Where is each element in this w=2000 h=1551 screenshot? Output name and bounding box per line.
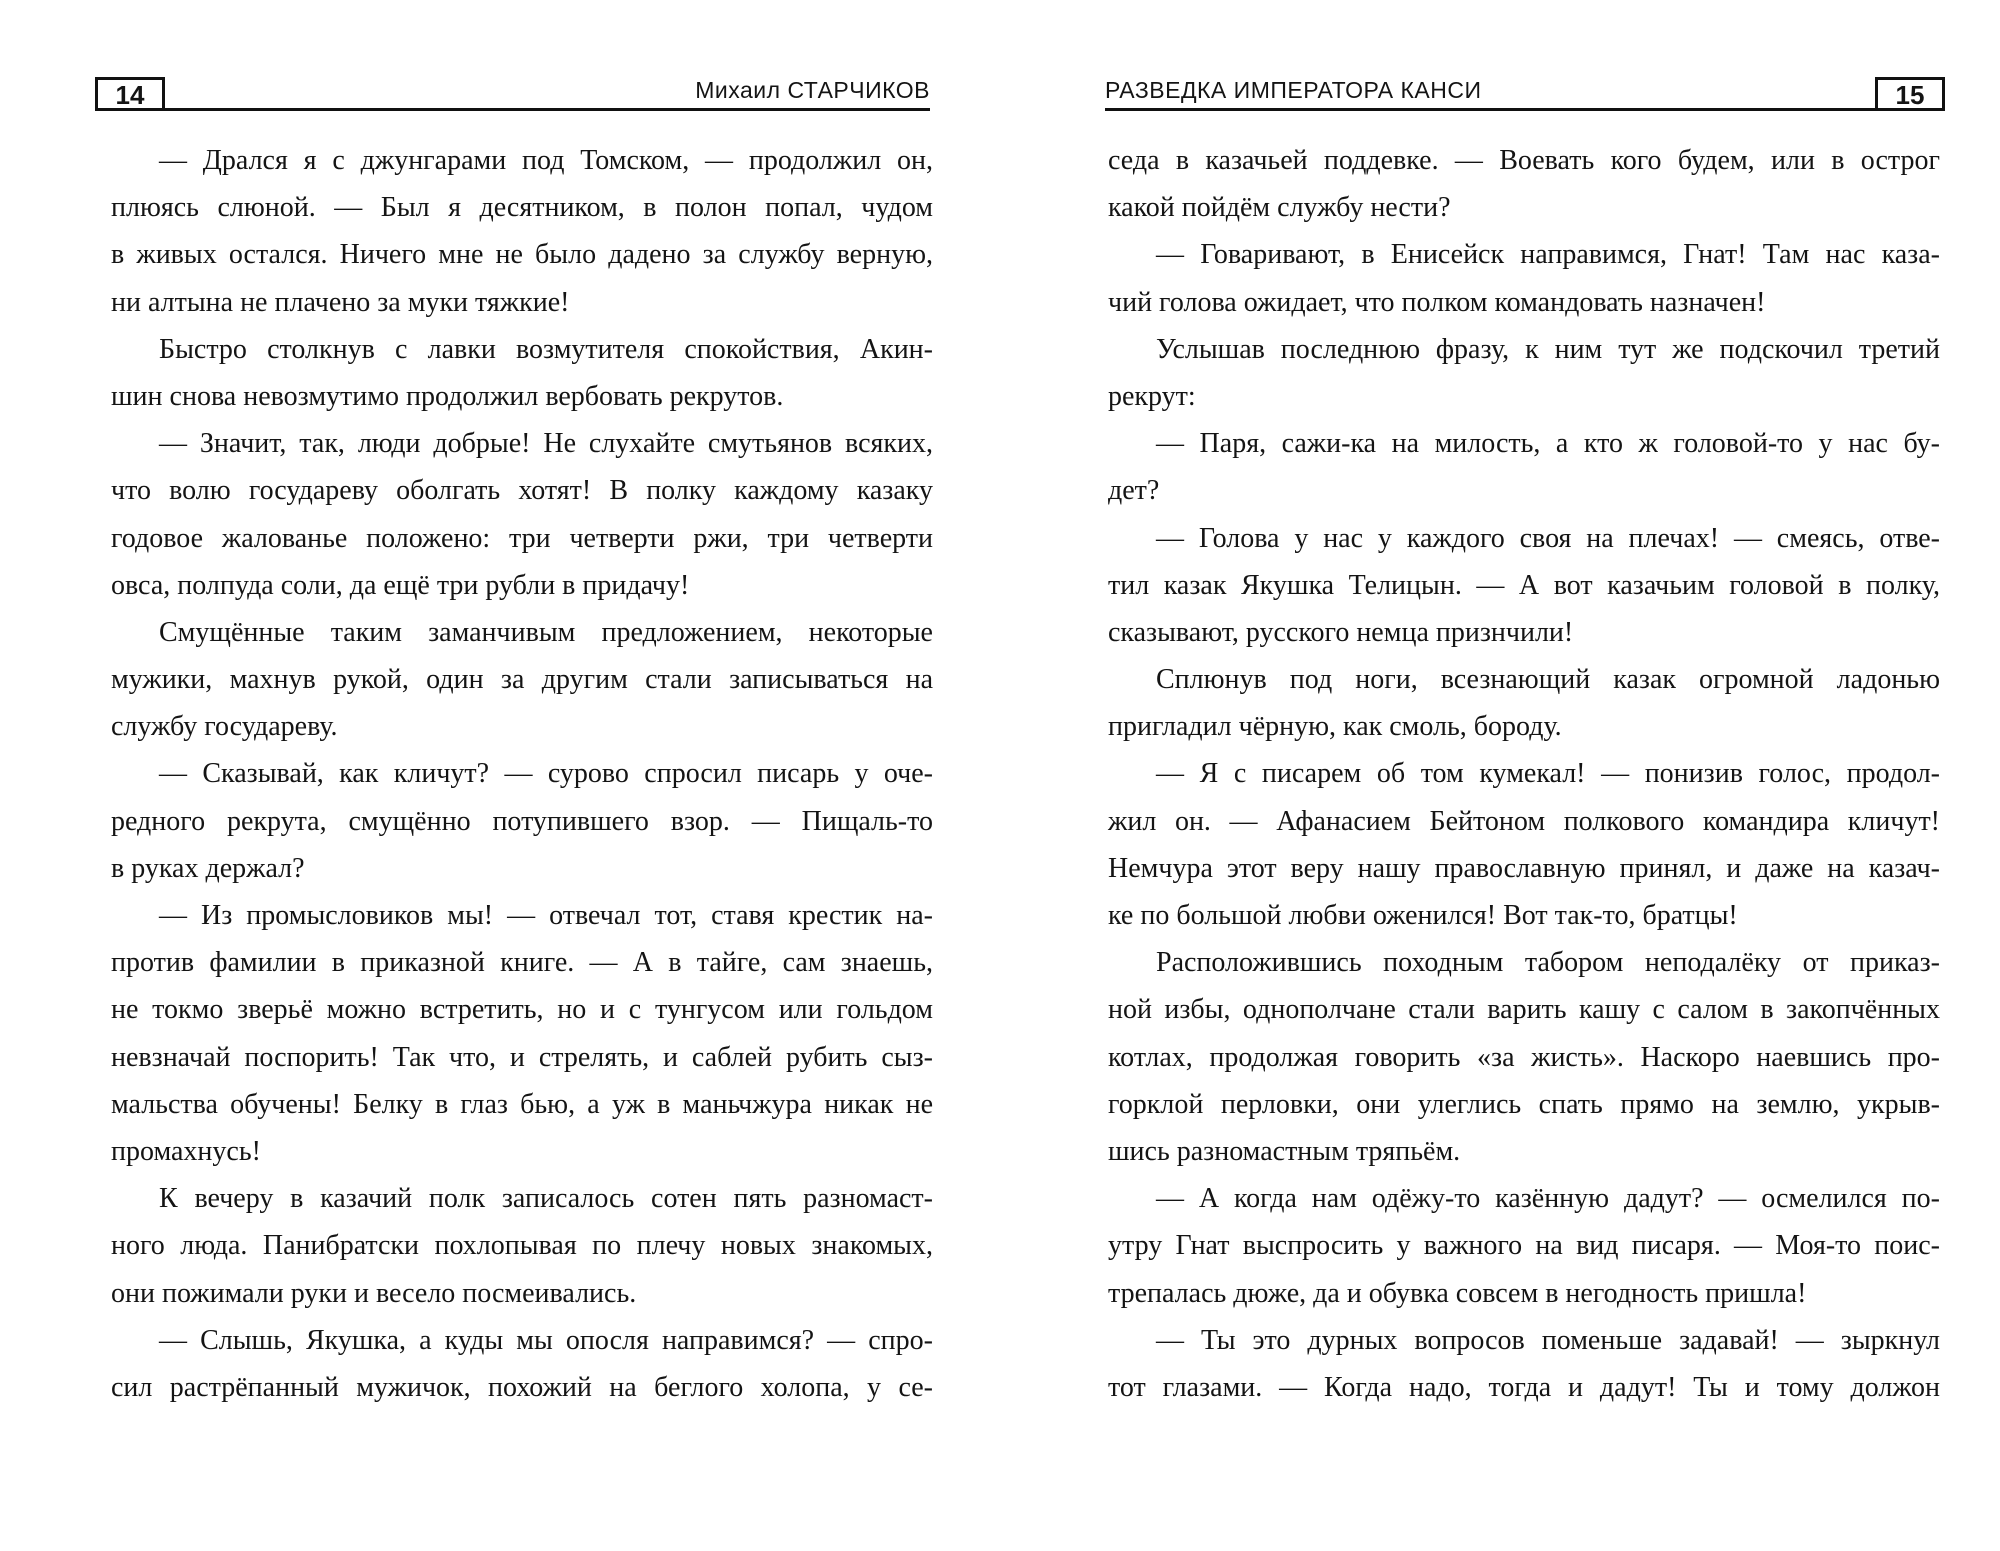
text-line: шись разномастным тряпьём. [1108, 1135, 1461, 1167]
text-line: сказывают, русского немца признчили! [1108, 616, 1574, 648]
text-line: — Значит, так, люди добрые! Не слухайте смутьянов всяких, [159, 428, 933, 460]
text-line: какой пойдём службу нести? [1108, 192, 1451, 224]
text-line: Немчура этот веру нашу православную принял, и даже на казач- [1108, 852, 1940, 884]
text-line: сил растрёпанный мужичок, похожий на беглого холопа, у се- [111, 1371, 933, 1403]
text-line: горклой перловки, они улеглись спать прямо на землю, укрыв- [1108, 1088, 1940, 1120]
text-line: — Голова у нас у каждого своя на плечах! — смеясь, отве- [1156, 522, 1940, 554]
right-page [1000, 0, 2000, 1551]
text-line: тот глазами. — Когда надо, тогда и дадут! Ты и тому должон [1108, 1371, 1940, 1403]
text-line: рекрут: [1108, 380, 1196, 412]
text-line: годовое жалованье положено: три четверти ржи, три четверти [111, 522, 933, 554]
text-line: плюясь слюной. — Был я десятником, в полон попал, чудом [111, 192, 933, 224]
text-line: Услышав последнюю фразу, к ним тут же подскочил третий [1156, 333, 1940, 365]
text-line: седа в казачьей поддевке. — Воевать кого будем, или в острог [1108, 145, 1940, 176]
text-line: утру Гнат выспросить у важного на вид писаря. — Моя-то поис- [1108, 1230, 1940, 1262]
text-line: дет? [1108, 475, 1160, 507]
running-head-author: Михаил СТАРЧИКОВ [695, 77, 930, 103]
text-line: службу государеву. [111, 711, 338, 743]
text-line: Расположившись походным табором неподалёку от приказ- [1156, 947, 1940, 979]
text-line: котлах, продолжая говорить «за жисть». Наскоро наевшись про- [1108, 1041, 1940, 1073]
text-line: не токмо зверьё можно встретить, но и с тунгусом или гольдом [111, 994, 933, 1026]
running-head-title: РАЗВЕДКА ИМПЕРАТОРА КАНСИ [1105, 77, 1482, 103]
text-line: тил казак Якушка Телицын. — А вот казачьим головой в полку, [1108, 569, 1940, 601]
text-line: они пожимали руки и весело посмеивались. [111, 1277, 637, 1309]
text-line: — Паря, сажи-ка на милость, а кто ж головой-то у нас бу- [1156, 428, 1940, 460]
text-line: — Из промысловиков мы! — отвечал тот, ставя крестик на- [159, 900, 933, 931]
text-line: чий голова ожидает, что полком командовать назначен! [1108, 286, 1766, 318]
left-page-header [95, 72, 930, 111]
text-line: в живых остался. Ничего мне не было дадено за службу верную, [111, 239, 933, 271]
text-line: невзначай поспорить! Так что, и стрелять, и саблей рубить сыз- [111, 1041, 933, 1073]
right-page-body [1108, 137, 1940, 1411]
text-line: что волю государеву оболгать хотят! В полку каждому казаку [111, 475, 933, 507]
text-line: пригладил чёрную, как смоль, бороду. [1108, 711, 1562, 743]
page-number: 14 [95, 77, 165, 111]
text-line: овса, полпуда соли, да ещё три рубли в придачу! [111, 569, 690, 601]
text-line: — Слышь, Якушка, а куды мы опосля направимся? — спро- [159, 1324, 933, 1356]
text-line: ного люда. Панибратски похлопывая по плечу новых знакомых, [111, 1230, 933, 1262]
page-number: 15 [1875, 77, 1945, 111]
text-line: редного рекрута, смущённо потупившего взор. — Пищаль-то [111, 805, 933, 837]
right-page-header [1105, 72, 1945, 111]
text-line: — А когда нам одёжу-то казённую дадут? — осмелился по- [1156, 1183, 1940, 1215]
text-line: мужики, махнув рукой, один за другим стали записываться на [111, 664, 933, 696]
text-line: жил он. — Афанасием Бейтоном полкового командира кличут! [1108, 805, 1940, 837]
text-line: — Говаривают, в Енисейск направимся, Гнат! Там нас каза- [1156, 239, 1940, 271]
left-page-body [111, 137, 933, 1411]
text-line: ке по большой любви оженился! Вот так-то, братцы! [1108, 900, 1738, 931]
text-line: ной избы, однополчане стали варить кашу с салом в закопчённых [1108, 994, 1940, 1026]
text-line: Смущённые таким заманчивым предложением, некоторые [159, 616, 933, 648]
text-line: трепалась дюже, да и обувка совсем в негодность пришла! [1108, 1277, 1807, 1309]
text-line: ни алтына не плачено за муки тяжкие! [111, 286, 570, 318]
text-line: мальства обучены! Белку в глаз бью, а уж в маньчжура никак не [111, 1088, 933, 1120]
text-line: Сплюнув под ноги, всезнающий казак огромной ладонью [1156, 664, 1940, 696]
text-line: против фамилии в приказной книге. — А в тайге, сам знаешь, [111, 947, 933, 979]
text-line: шин снова невозмутимо продолжил вербовать рекрутов. [111, 380, 784, 412]
text-line: — Сказывай, как кличут? — сурово спросил писарь у оче- [159, 758, 933, 790]
text-line: К вечеру в казачий полк записалось сотен пять разномаст- [159, 1183, 933, 1215]
text-line: промахнусь! [111, 1135, 261, 1167]
text-line: — Я с писарем об том кумекал! — понизив голос, продол- [1156, 758, 1940, 790]
text-line: — Дрался я с джунгарами под Томском, — продолжил он, [159, 145, 933, 176]
text-line: — Ты это дурных вопросов поменьше задавай! — зыркнул [1156, 1324, 1940, 1356]
text-line: в руках держал? [111, 852, 305, 884]
text-line: Быстро столкнув с лавки возмутителя спокойствия, Акин- [159, 333, 933, 365]
